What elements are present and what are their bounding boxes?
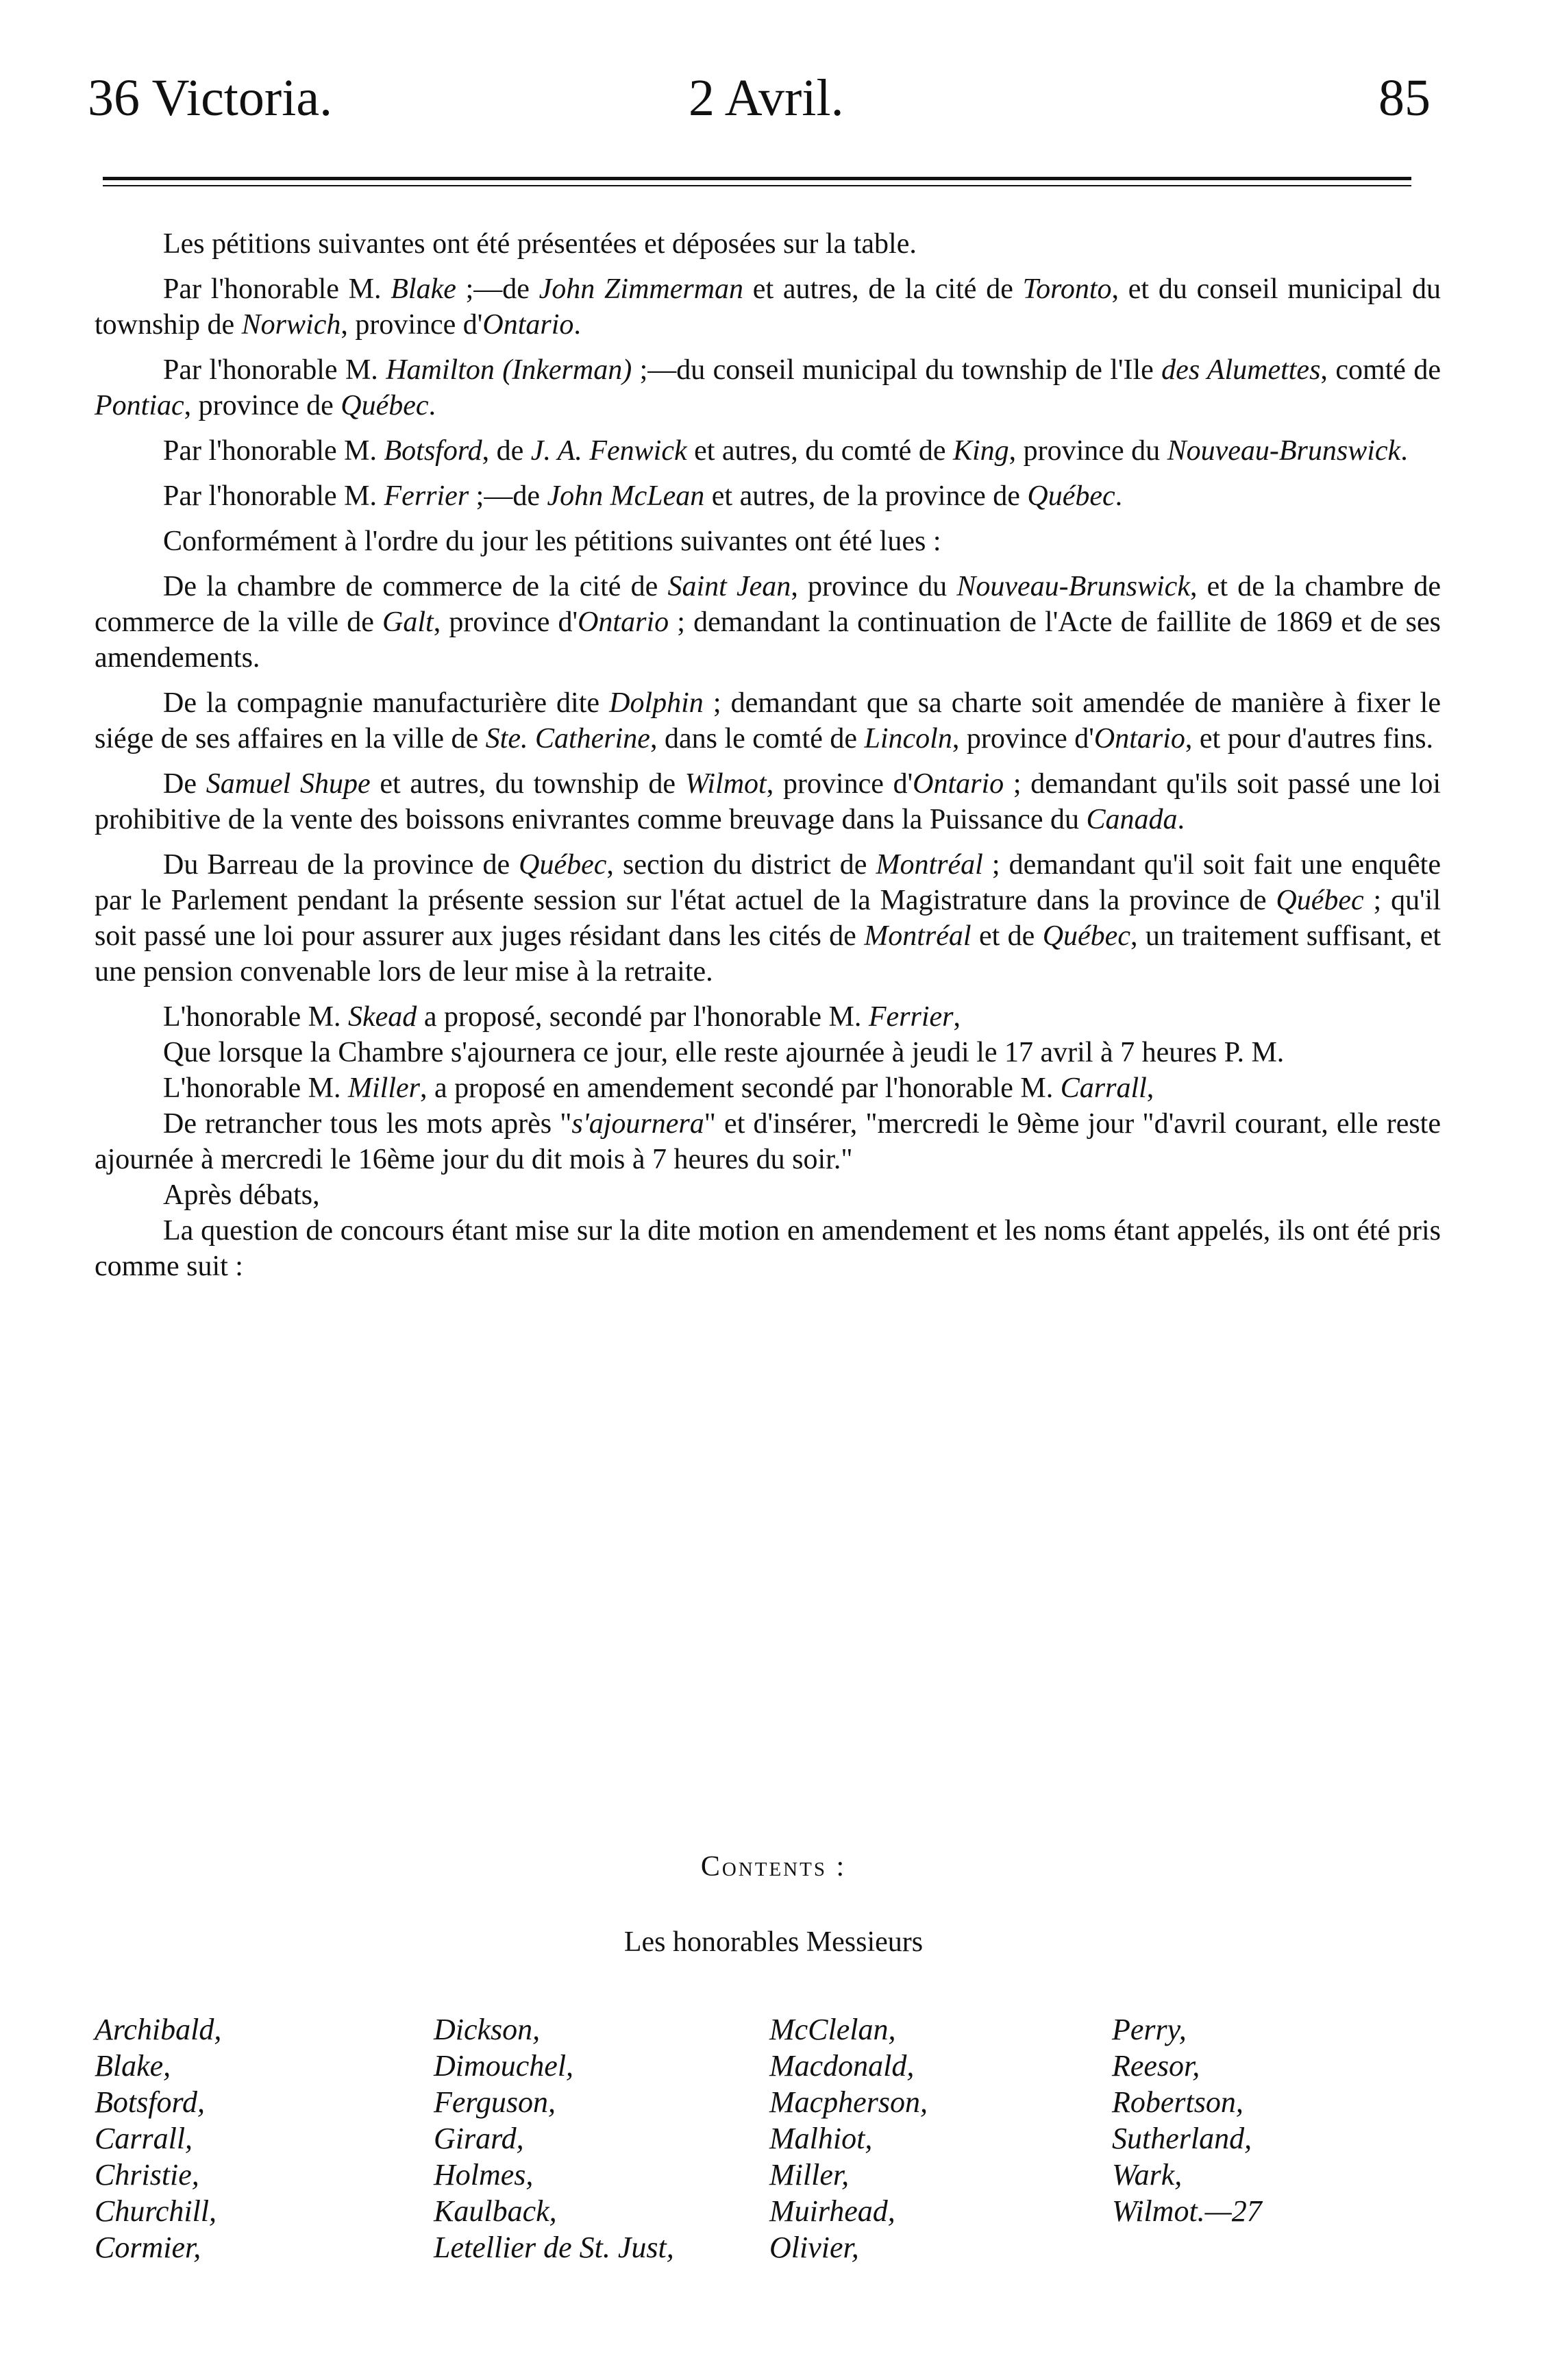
- paragraph-amendment-text: De retrancher tous les mots après "s'ajournera" et d'insérer, "mercredi le 9ème jour "d'avril courant, elle reste ajournée à mercredi le 16ème jour du dit mois à 7 heures du soir.": [95, 1108, 1441, 1175]
- senator-name: Christie,: [95, 2158, 199, 2192]
- header-rule: [103, 177, 1411, 180]
- header-date: 2 Avril.: [689, 69, 844, 127]
- senator-name: Carrall,: [95, 2122, 193, 2155]
- senator-name: Malhiot,: [769, 2122, 873, 2155]
- senator-name: Olivier,: [769, 2231, 859, 2264]
- senator-name: Ferguson,: [434, 2085, 556, 2119]
- senator-name: Sutherland,: [1112, 2122, 1252, 2155]
- senator-name: Botsford,: [95, 2085, 205, 2119]
- vote-heading: Contents :: [700, 1851, 847, 1882]
- senator-name: Dickson,: [434, 2013, 541, 2046]
- senator-name: Cormier,: [95, 2231, 201, 2264]
- body-text: [95, 226, 1441, 1284]
- senator-name: Kaulback,: [434, 2194, 557, 2228]
- name-column-4: [1112, 2011, 1441, 2266]
- name-column-3: [769, 2011, 1112, 2266]
- senator-name: Wark,: [1112, 2158, 1183, 2192]
- senator-name: Girard,: [434, 2122, 524, 2155]
- paragraph-miller-amendment: L'honorable M. Miller, a proposé en amendement secondé par l'honorable M. Carrall,: [163, 1072, 1154, 1104]
- paragraph-motion-text: Que lorsque la Chambre s'ajournera ce jour, elle reste ajournée à jeudi le 17 avril à 7 heures P. M.: [163, 1037, 1285, 1068]
- paragraph-skead-motion: L'honorable M. Skead a proposé, secondé par l'honorable M. Ferrier,: [163, 1001, 961, 1033]
- header-session: 36 Victoria.: [88, 69, 333, 127]
- senator-name: Dimouchel,: [434, 2049, 574, 2083]
- senator-name: Robertson,: [1112, 2085, 1243, 2119]
- senator-name: Miller,: [769, 2158, 850, 2192]
- paragraph-chamber-commerce: De la chambre de commerce de la cité de Saint Jean, province du Nouveau-Brunswick, et de la chambre de commerce de la ville de Galt, province d'Ontario ; demandant la continuation de l'Acte de faillite de 1869 et de ses amendements.: [95, 571, 1441, 674]
- paragraph-samuel-shupe: De Samuel Shupe et autres, du township de Wilmot, province d'Ontario ; demandant qu'ils soit passé une loi prohibitive de la vente des boissons enivrantes comme breuvage dans la Puissance du Canada.: [95, 768, 1441, 835]
- senator-name: Letellier de St. Just,: [434, 2231, 674, 2264]
- senator-name: Churchill,: [95, 2194, 217, 2228]
- senator-name: Macpherson,: [769, 2085, 928, 2119]
- senator-name: Reesor,: [1112, 2049, 1200, 2083]
- senator-name: Holmes,: [434, 2158, 534, 2192]
- senator-name: Macdonald,: [769, 2049, 915, 2083]
- senator-name: Blake,: [95, 2049, 171, 2083]
- senator-name: McClelan,: [769, 2013, 896, 2046]
- vote-name-list: [95, 2011, 1441, 2266]
- page-number: 85: [1378, 69, 1431, 127]
- header-rule-thin: [103, 185, 1411, 186]
- paragraph-petition-blake: Par l'honorable M. Blake ;—de John Zimmerman et autres, de la cité de Toronto, et du conseil municipal du township de Norwich, province d'Ontario.: [95, 273, 1441, 341]
- vote-subheading: Les honorables Messieurs: [623, 1926, 924, 1958]
- paragraph-vote-question: La question de concours étant mise sur la dite motion en amendement et les noms étant appelés, ils ont été pris comme suit :: [95, 1215, 1441, 1282]
- paragraph-petition-botsford: Par l'honorable M. Botsford, de J. A. Fenwick et autres, du comté de King, province du Nouveau-Brunswick.: [163, 435, 1408, 467]
- name-column-1: [95, 2011, 434, 2266]
- senator-name-total: Wilmot.—27: [1112, 2194, 1262, 2228]
- senator-name: Muirhead,: [769, 2194, 895, 2228]
- senator-name: Perry,: [1112, 2013, 1187, 2046]
- paragraph-dolphin-company: De la compagnie manufacturière dite Dolphin ; demandant que sa charte soit amendée de manière à fixer le siége de ses affaires en la ville de Ste. Catherine, dans le comté de Lincoln, province d'Ontario, et pour d'autres fins.: [95, 687, 1441, 755]
- paragraph-barreau-quebec: Du Barreau de la province de Québec, section du district de Montréal ; demandant qu'il soit fait une enquête par le Parlement pendant la présente session sur l'état actuel de la Magistrature dans la province de Québec ; qu'il soit passé une loi pour assurer aux juges résidant dans les cités de Montréal et de Québec, un traitement suffisant, et une pension convenable lors de leur mise à la retraite.: [95, 849, 1441, 987]
- paragraph-petition-hamilton: Par l'honorable M. Hamilton (Inkerman) ;—du conseil municipal du township de l'Ile des Alumettes, comté de Pontiac, province de Québec.: [95, 354, 1441, 421]
- senator-name: Archibald,: [95, 2013, 222, 2046]
- paragraph-after-debate: Après débats,: [163, 1179, 320, 1211]
- paragraph-petition-ferrier: Par l'honorable M. Ferrier ;—de John McLean et autres, de la province de Québec.: [163, 480, 1123, 512]
- paragraph-petitions-read: Conformément à l'ordre du jour les pétitions suivantes ont été lues :: [163, 526, 941, 557]
- paragraph-petitions-presented: Les pétitions suivantes ont été présentées et déposées sur la table.: [163, 228, 917, 260]
- name-column-2: [434, 2011, 769, 2266]
